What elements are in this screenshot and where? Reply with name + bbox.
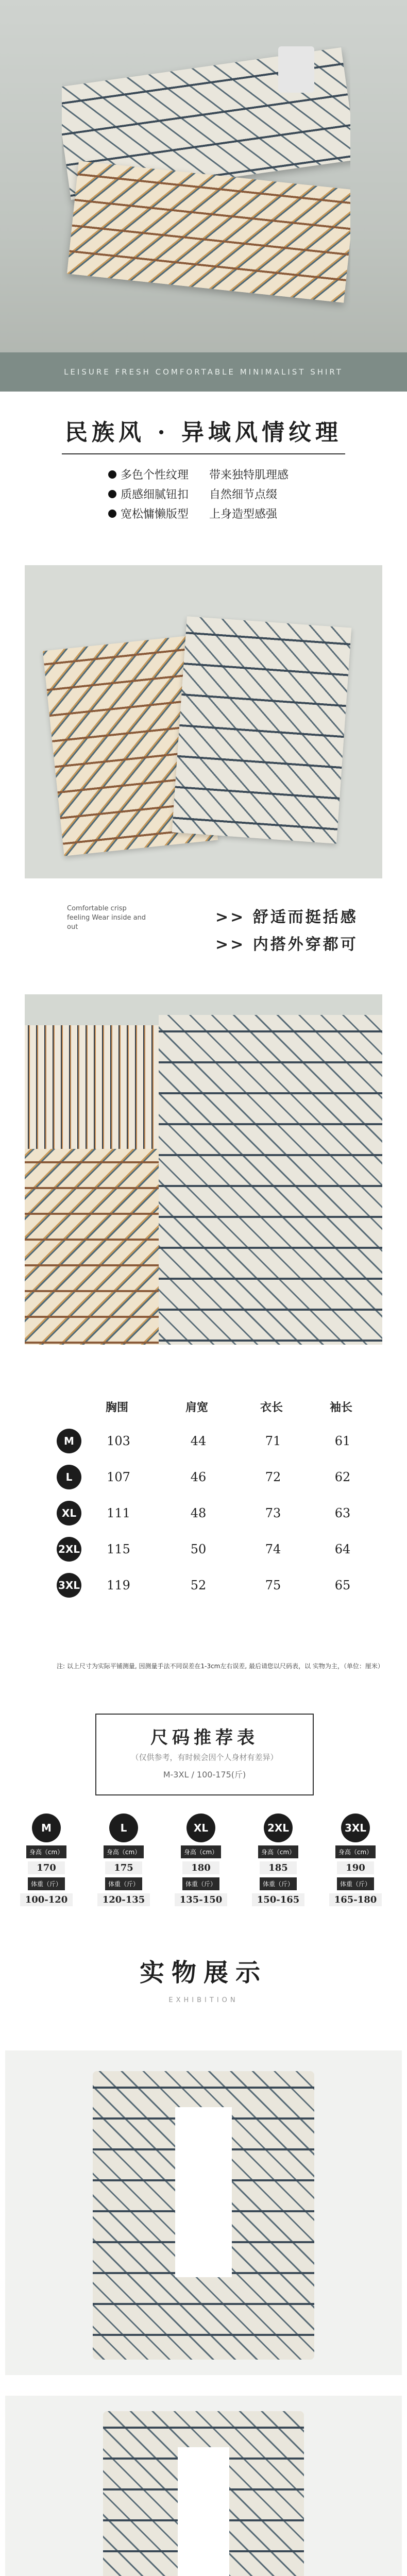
size-cell: 103 bbox=[107, 1434, 130, 1448]
size-badge: XL bbox=[57, 1501, 81, 1526]
recommend-size-badge: 3XL bbox=[341, 1814, 370, 1842]
bullet-icon bbox=[108, 470, 116, 479]
hero-caption: LEISURE FRESH COMFORTABLE MINIMALIST SHIRT bbox=[64, 367, 343, 377]
height-value: 190 bbox=[337, 1861, 374, 1874]
recommend-col-m bbox=[10, 1814, 82, 1906]
size-cell: 73 bbox=[265, 1506, 281, 1520]
feature-label: 宽松慵懒版型 bbox=[121, 508, 189, 521]
exhibition-photo-1 bbox=[5, 2050, 402, 2375]
height-label: 身高（cm） bbox=[104, 1845, 144, 1858]
product-photo-pair bbox=[25, 565, 382, 878]
hero-banner bbox=[0, 0, 407, 392]
height-label: 身高（cm） bbox=[258, 1845, 298, 1858]
size-table-note: 注: 以上尺寸为实际平铺测量, 因测量手法不同误差在1-3cm左右误差, 最后请您以尺码表，以 实物为主，（单位：厘米） bbox=[57, 1663, 384, 1670]
feature-label: 质感细腻钮扣 bbox=[121, 488, 189, 501]
size-table bbox=[57, 1399, 386, 1641]
comfort-line-1: >> 舒适而挺括感 bbox=[215, 908, 358, 926]
size-cell: 61 bbox=[334, 1434, 351, 1448]
feature-row bbox=[108, 466, 289, 482]
size-cell: 72 bbox=[265, 1470, 281, 1484]
weight-label: 体重（斤） bbox=[105, 1877, 142, 1890]
size-cell: 46 bbox=[190, 1470, 207, 1484]
weight-label: 体重（斤） bbox=[260, 1877, 297, 1890]
size-header-length: 衣长 bbox=[260, 1401, 283, 1414]
recommend-size-badge: 2XL bbox=[264, 1814, 293, 1842]
size-cell: 75 bbox=[265, 1578, 281, 1592]
size-header-shoulder: 肩宽 bbox=[185, 1401, 209, 1414]
feature-desc: 上身造型感强 bbox=[209, 508, 278, 521]
height-label: 身高（cm） bbox=[181, 1845, 221, 1858]
weight-label: 体重（斤） bbox=[28, 1877, 65, 1890]
recommend-size-badge: M bbox=[32, 1814, 61, 1842]
size-cell: 44 bbox=[190, 1434, 207, 1448]
size-badge: 3XL bbox=[57, 1573, 81, 1598]
size-cell: 71 bbox=[265, 1434, 281, 1448]
weight-value: 165-180 bbox=[329, 1893, 382, 1906]
exhibition-photo-2 bbox=[5, 2396, 402, 2576]
size-cell: 74 bbox=[265, 1542, 281, 1556]
feature-row bbox=[108, 486, 277, 502]
recommend-col-l bbox=[88, 1814, 160, 1906]
height-label: 身高（cm） bbox=[26, 1845, 66, 1858]
height-value: 170 bbox=[28, 1861, 65, 1874]
size-cell: 111 bbox=[107, 1506, 130, 1520]
weight-value: 120-135 bbox=[97, 1893, 150, 1906]
recommend-range: M-3XL / 100-175(斤) bbox=[163, 1770, 246, 1780]
size-cell: 62 bbox=[334, 1470, 351, 1484]
size-cell: 115 bbox=[107, 1542, 130, 1556]
size-cell: 119 bbox=[107, 1578, 130, 1592]
size-cell: 48 bbox=[190, 1506, 207, 1520]
height-value: 185 bbox=[260, 1861, 297, 1874]
size-cell: 50 bbox=[190, 1542, 207, 1556]
size-header-chest: 胸围 bbox=[106, 1401, 129, 1414]
height-value: 175 bbox=[105, 1861, 142, 1874]
hero-product-photo bbox=[62, 46, 350, 335]
size-badge: 2XL bbox=[57, 1537, 81, 1562]
size-badge: M bbox=[57, 1429, 81, 1453]
weight-label: 体重（斤） bbox=[182, 1877, 219, 1890]
size-header-sleeve: 袖长 bbox=[330, 1401, 353, 1414]
product-photo-closeup bbox=[25, 994, 382, 1345]
height-value: 180 bbox=[182, 1861, 219, 1874]
recommend-title: 尺码推荐表 bbox=[150, 1727, 259, 1748]
feature-row bbox=[108, 505, 277, 521]
comfort-english-text: Comfortable crisp feeling Wear inside and out bbox=[67, 905, 146, 931]
recommend-col-xl bbox=[165, 1814, 237, 1906]
weight-value: 100-120 bbox=[20, 1893, 73, 1906]
feature-desc: 自然细节点缀 bbox=[209, 488, 278, 501]
feature-label: 多色个性纹理 bbox=[121, 469, 189, 482]
height-label: 身高（cm） bbox=[335, 1845, 376, 1858]
feature-desc: 带来独特肌理感 bbox=[209, 469, 289, 482]
features-divider bbox=[62, 453, 345, 454]
bullet-icon bbox=[108, 510, 116, 518]
bullet-icon bbox=[108, 490, 116, 498]
weight-label: 体重（斤） bbox=[337, 1877, 374, 1890]
features-title: 民族风 · 异域风情纹理 bbox=[65, 419, 342, 446]
size-cell: 52 bbox=[190, 1578, 207, 1592]
size-cell: 65 bbox=[334, 1578, 351, 1592]
recommend-size-badge: XL bbox=[186, 1814, 215, 1842]
recommend-subtitle: （仅供参考，有时候会因个人身材有差异） bbox=[131, 1753, 278, 1762]
recommend-col-3xl bbox=[319, 1814, 392, 1906]
comfort-line-2: >> 内搭外穿都可 bbox=[215, 936, 358, 954]
hero-caption-band bbox=[0, 352, 407, 392]
weight-value: 150-165 bbox=[252, 1893, 305, 1906]
size-badge: L bbox=[57, 1465, 81, 1489]
recommend-size-badge: L bbox=[109, 1814, 138, 1842]
exhibition-subtitle: EXHIBITION bbox=[168, 1996, 239, 2004]
size-cell: 107 bbox=[107, 1470, 130, 1484]
recommend-col-2xl bbox=[242, 1814, 314, 1906]
size-cell: 63 bbox=[334, 1506, 351, 1520]
exhibition-title: 实物展示 bbox=[139, 1958, 267, 1987]
weight-value: 135-150 bbox=[175, 1893, 228, 1906]
size-cell: 64 bbox=[334, 1542, 351, 1556]
